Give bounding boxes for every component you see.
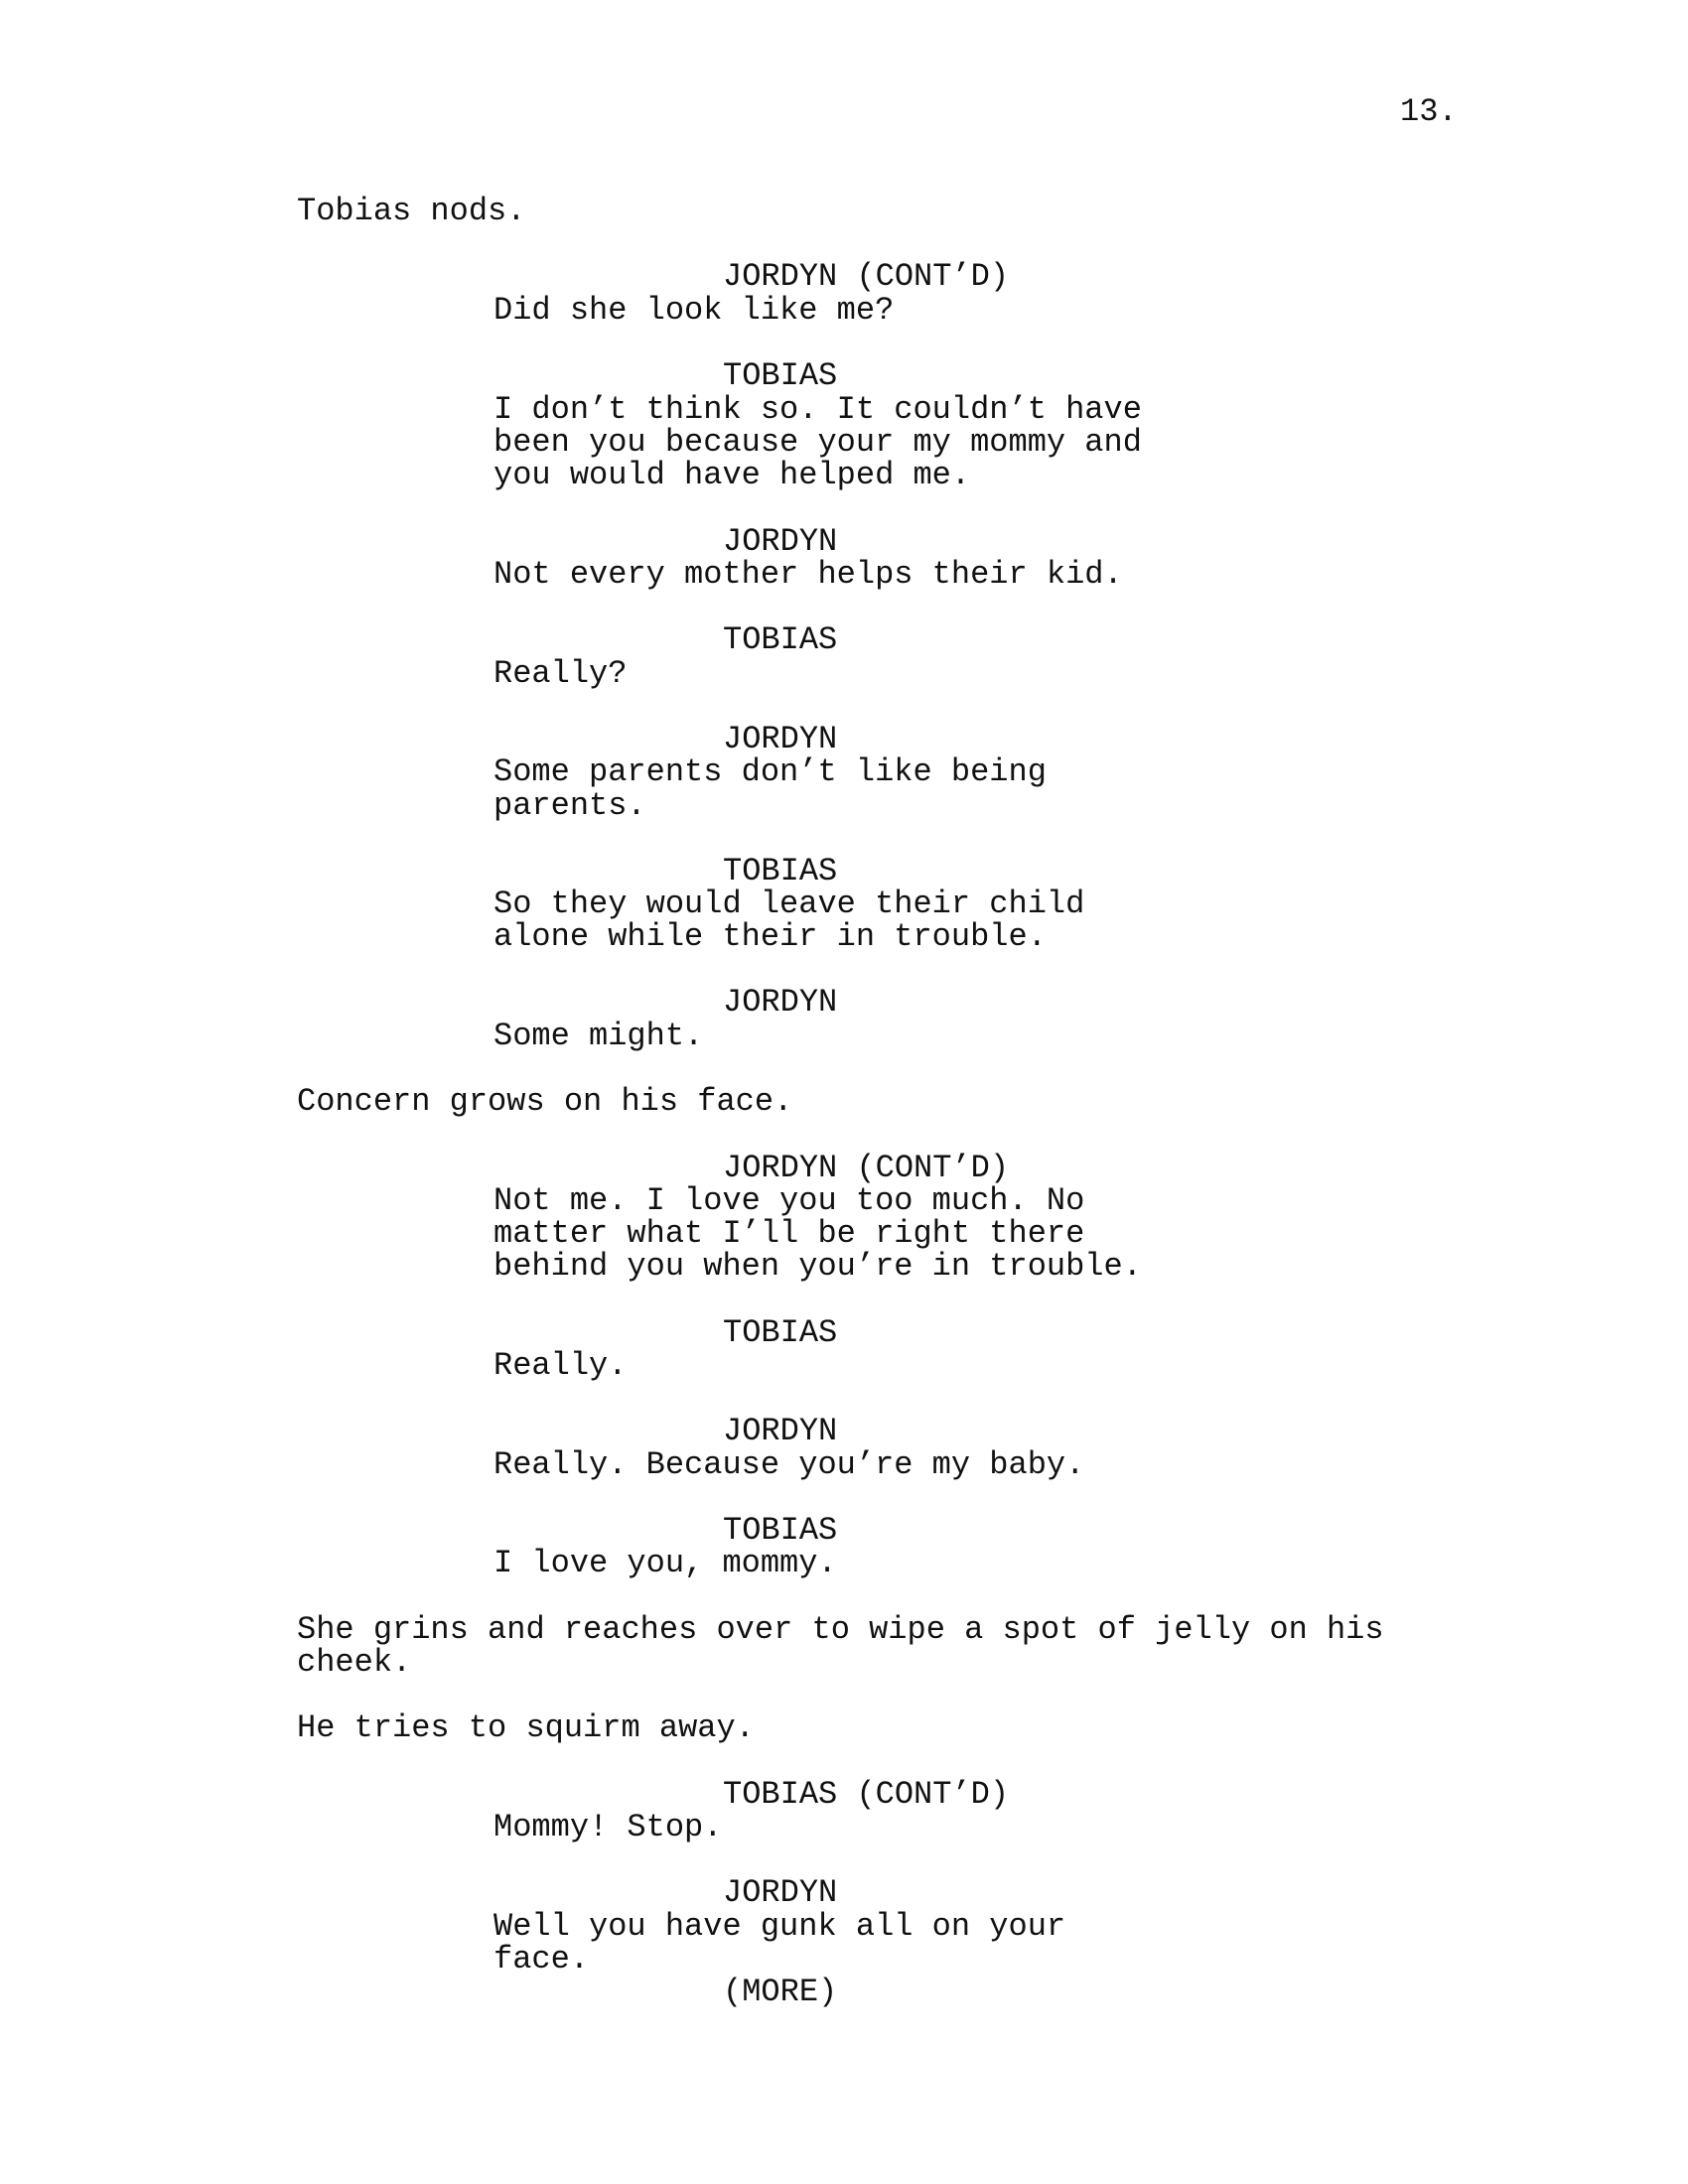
action-line: Tobias nods. — [297, 193, 526, 229]
dialogue-line: been you because your my mommy and — [493, 424, 1142, 461]
dialogue-line: Really. Because you’re my baby. — [493, 1446, 1085, 1483]
dialogue-line: Did she look like me? — [493, 292, 895, 329]
dialogue-line: face. — [493, 1941, 590, 1978]
dialogue-line: I love you, mommy. — [493, 1545, 837, 1581]
dialogue-line: Really? — [493, 655, 628, 692]
dialogue-line: Not me. I love you too much. No — [493, 1182, 1085, 1219]
dialogue-line: matter what I’ll be right there — [493, 1215, 1085, 1252]
action-line: cheek. — [297, 1644, 412, 1681]
action-line: Concern grows on his face. — [297, 1083, 793, 1120]
character-cue: TOBIAS — [723, 853, 838, 889]
character-cue: JORDYN — [723, 984, 838, 1021]
character-cue: TOBIAS (CONT’D) — [723, 1776, 1010, 1813]
dialogue-line: behind you when you’re in trouble. — [493, 1248, 1142, 1285]
character-cue: TOBIAS — [723, 1512, 838, 1549]
dialogue-line: Well you have gunk all on your — [493, 1908, 1066, 1945]
dialogue-line: Mommy! Stop. — [493, 1809, 723, 1845]
page-number: 13. — [1400, 93, 1458, 130]
dialogue-line: parents. — [493, 787, 646, 824]
dialogue-line: alone while their in trouble. — [493, 918, 1047, 955]
character-cue: JORDYN — [723, 1413, 838, 1449]
more-continuation: (MORE) — [723, 1974, 838, 2010]
character-cue: TOBIAS — [723, 357, 838, 394]
dialogue-line: Not every mother helps their kid. — [493, 556, 1123, 593]
character-cue: TOBIAS — [723, 1314, 838, 1351]
character-cue: JORDYN — [723, 523, 838, 560]
character-cue: TOBIAS — [723, 621, 838, 658]
dialogue-line: Some might. — [493, 1018, 704, 1054]
action-line: He tries to squirm away. — [297, 1709, 755, 1746]
dialogue-line: So they would leave their child — [493, 886, 1085, 922]
dialogue-line: you would have helped me. — [493, 457, 971, 493]
dialogue-line: I don’t think so. It couldn’t have — [493, 391, 1142, 428]
character-cue: JORDYN — [723, 721, 838, 757]
character-cue: JORDYN (CONT’D) — [723, 258, 1010, 295]
character-cue: JORDYN (CONT’D) — [723, 1150, 1010, 1186]
dialogue-line: Really. — [493, 1347, 628, 1384]
action-line: She grins and reaches over to wipe a spot of jelly on his — [297, 1611, 1384, 1648]
character-cue: JORDYN — [723, 1874, 838, 1911]
dialogue-line: Some parents don’t like being — [493, 753, 1047, 790]
